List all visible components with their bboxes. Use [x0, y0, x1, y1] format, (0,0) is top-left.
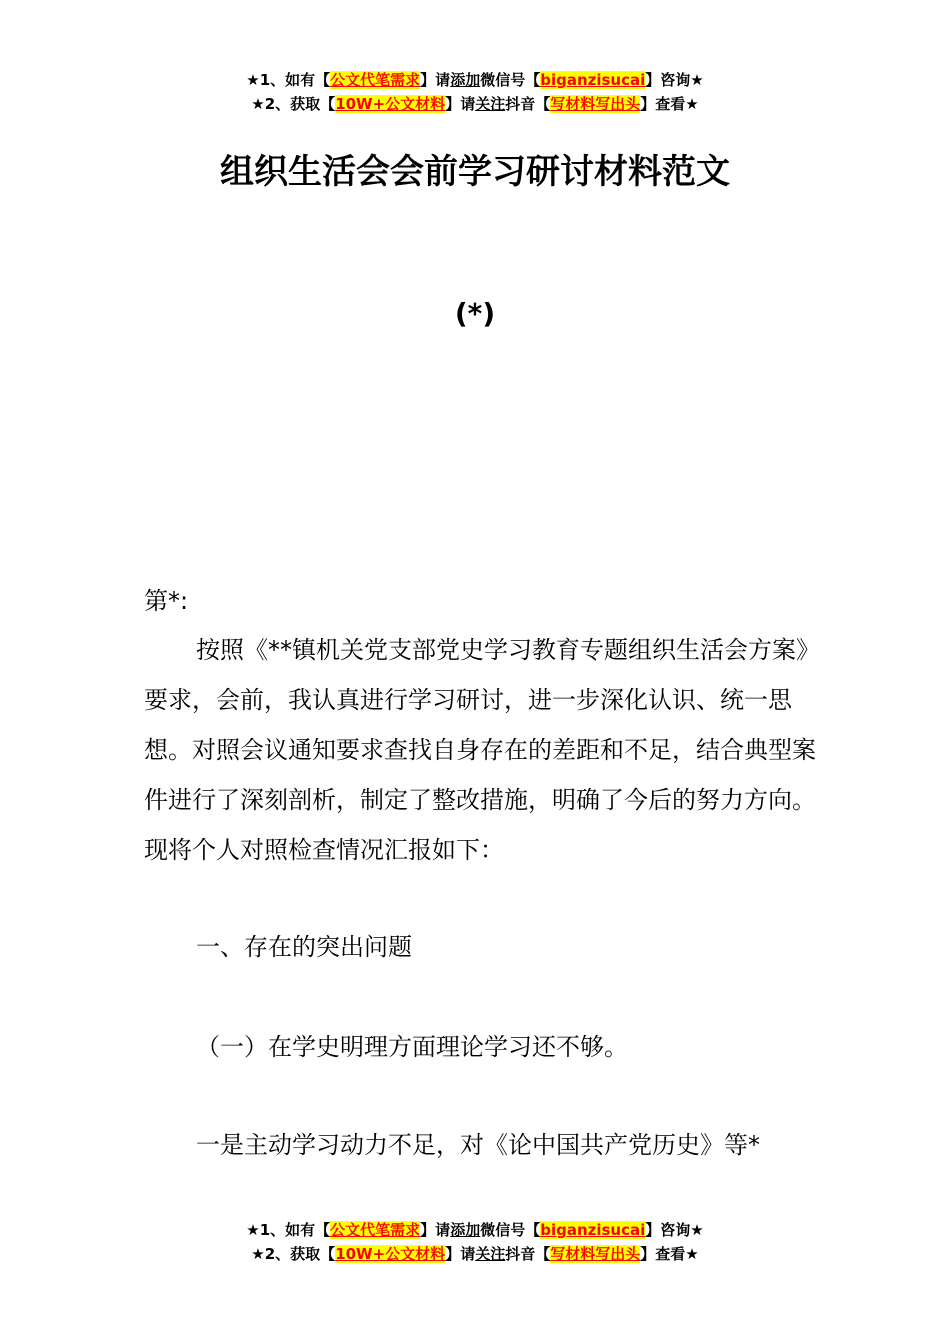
banner-highlight: 公文代笔需求 [330, 71, 421, 89]
banner-emphasis: 添加 [450, 71, 481, 89]
subsection-heading: （一）在学史明理方面理论学习还不够。 [196, 1033, 628, 1061]
banner-highlight: 10W+公文材料 [335, 1245, 446, 1263]
banner-line-1: ★1、如有【公文代笔需求】请添加微信号【biganzisucai】咨询★ [246, 71, 704, 89]
banner-line-2: ★2、获取【10W+公文材料】请关注抖音【写材料写出头】查看★ [251, 95, 699, 113]
banner-highlight: 写材料写出头 [550, 95, 641, 113]
banner-emphasis: 关注 [475, 95, 506, 113]
banner-highlight: 10W+公文材料 [335, 95, 446, 113]
document-title: 组织生活会会前学习研讨材料范文 [220, 152, 730, 192]
top-banner [0, 68, 950, 116]
banner-line-2: ★2、获取【10W+公文材料】请关注抖音【写材料写出头】查看★ [251, 1245, 699, 1263]
bottom-banner [0, 1218, 950, 1266]
paragraph-intro: 按照《**镇机关党支部党史学习教育专题组织生活会方案》要求，会前，我认真进行学习研讨，进一步深化认识、统一思想。对照会议通知要求查找自身存在的差距和不足，结合典型案件进行了深刻剖析，制定了整改措施，明确了今后的努力方向。现将个人对照检查情况汇报如下： [144, 636, 820, 864]
banner-emphasis: 关注 [475, 1245, 506, 1263]
salutation: 第*: [144, 587, 189, 615]
banner-highlight: biganzisucai [540, 71, 646, 89]
banner-emphasis: 添加 [450, 1221, 481, 1239]
section-heading: 一、存在的突出问题 [196, 933, 412, 961]
paragraph-point-1: 一是主动学习动力不足，对《论中国共产党历史》等* [196, 1131, 760, 1159]
banner-highlight: 公文代笔需求 [330, 1221, 421, 1239]
document-subtitle: (*) [454, 297, 496, 330]
banner-line-1: ★1、如有【公文代笔需求】请添加微信号【biganzisucai】咨询★ [246, 1221, 704, 1239]
banner-highlight: biganzisucai [540, 1221, 646, 1239]
banner-highlight: 写材料写出头 [550, 1245, 641, 1263]
